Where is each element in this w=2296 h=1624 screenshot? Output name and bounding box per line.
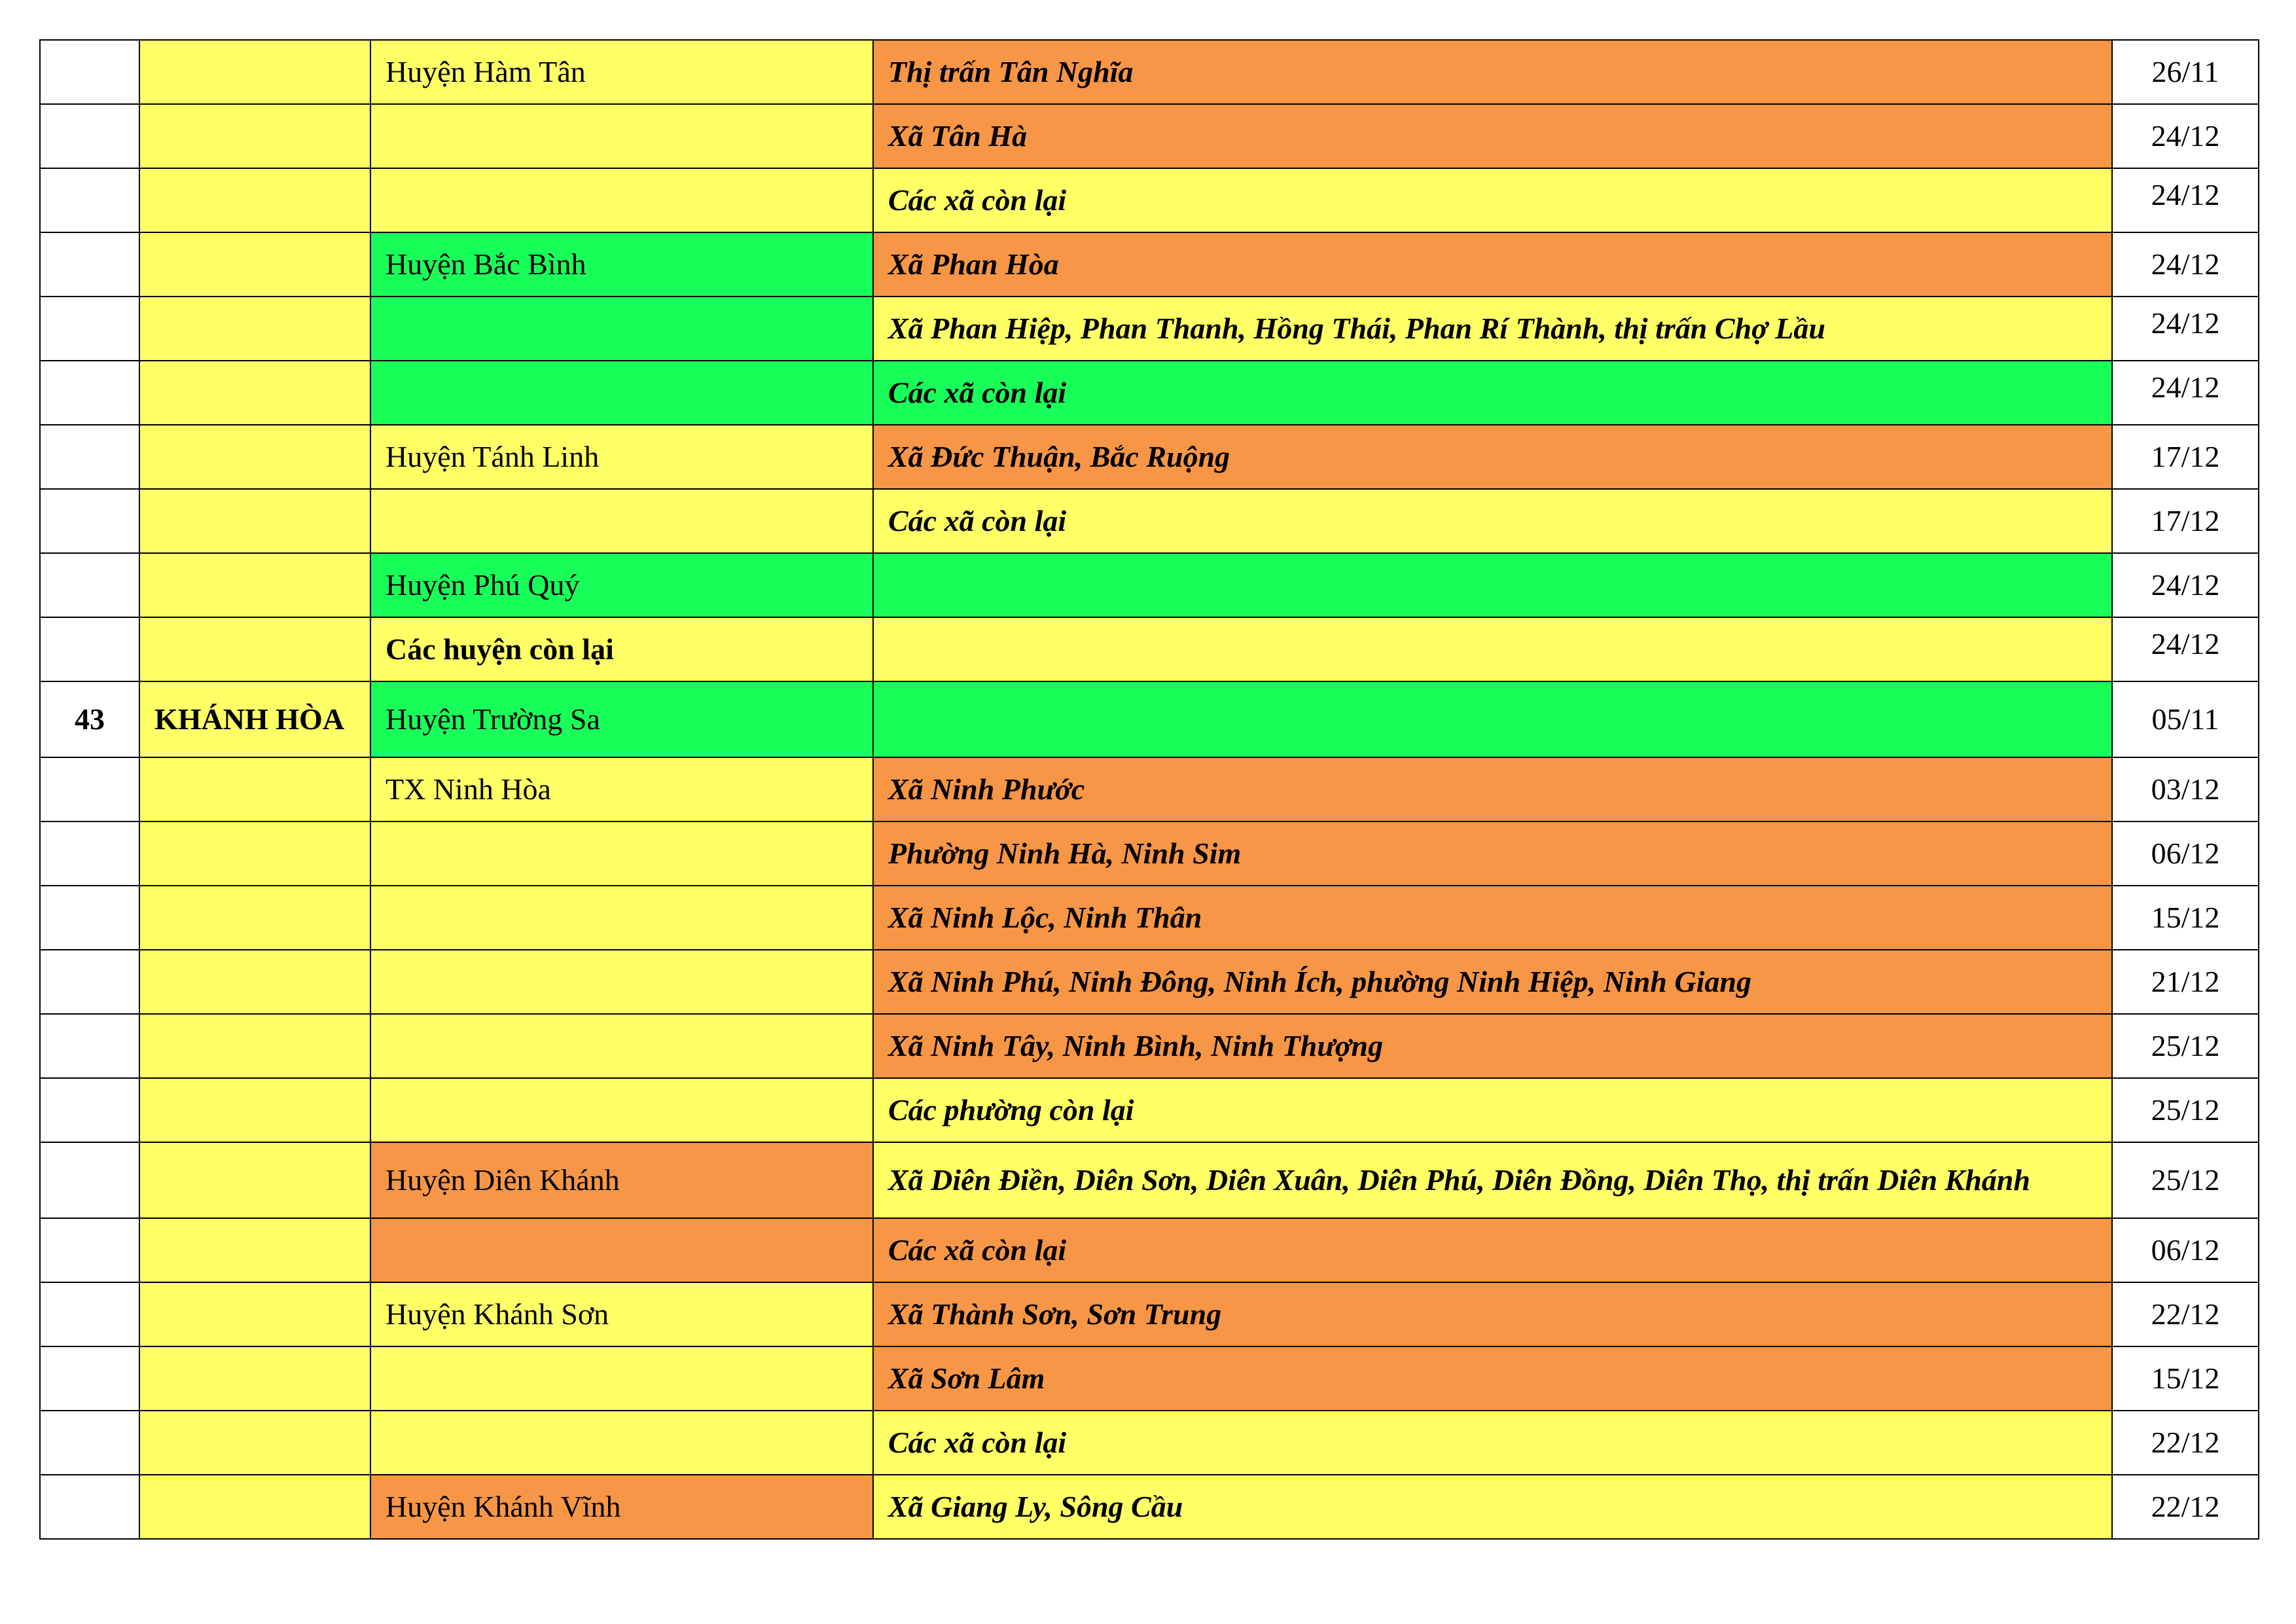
date-cell: 22/12 (2112, 1411, 2259, 1475)
district-cell: Huyện Hàm Tân (370, 40, 873, 104)
district-cell (370, 1411, 873, 1475)
row-number-cell (40, 1218, 139, 1282)
date-cell: 17/12 (2112, 425, 2259, 489)
district-cell (370, 168, 873, 232)
row-number-cell (40, 1411, 139, 1475)
district-cell (370, 1078, 873, 1142)
commune-cell: Các xã còn lại (873, 168, 2112, 232)
row-number-cell (40, 1282, 139, 1346)
table-row (40, 757, 2259, 821)
district-cell (370, 950, 873, 1014)
date-cell: 24/12 (2112, 104, 2259, 168)
commune-cell: Phường Ninh Hà, Ninh Sim (873, 821, 2112, 886)
province-cell (139, 553, 370, 617)
commune-cell: Xã Ninh Phú, Ninh Đông, Ninh Ích, phường Ninh Hiệp, Ninh Giang (873, 950, 2112, 1014)
commune-cell: Xã Giang Ly, Sông Cầu (873, 1475, 2112, 1539)
table-row (40, 950, 2259, 1014)
commune-cell: Xã Ninh Tây, Ninh Bình, Ninh Thượng (873, 1014, 2112, 1078)
province-cell (139, 1014, 370, 1078)
table-row (40, 40, 2259, 104)
row-number-cell (40, 40, 139, 104)
row-number-cell (40, 821, 139, 886)
commune-cell: Xã Sơn Lâm (873, 1346, 2112, 1411)
table-row (40, 1142, 2259, 1218)
date-cell: 25/12 (2112, 1014, 2259, 1078)
district-cell (370, 886, 873, 950)
province-cell (139, 1142, 370, 1218)
table-row (40, 232, 2259, 297)
commune-cell: Xã Đức Thuận, Bắc Ruộng (873, 425, 2112, 489)
schedule-table (39, 39, 2259, 1540)
table-row (40, 104, 2259, 168)
row-number-cell (40, 361, 139, 425)
district-cell: Huyện Khánh Sơn (370, 1282, 873, 1346)
table-row (40, 1014, 2259, 1078)
commune-cell: Xã Ninh Lộc, Ninh Thân (873, 886, 2112, 950)
date-cell: 22/12 (2112, 1475, 2259, 1539)
commune-cell: Các xã còn lại (873, 1218, 2112, 1282)
district-cell (370, 1346, 873, 1411)
table-row (40, 1282, 2259, 1346)
date-cell: 25/12 (2112, 1142, 2259, 1218)
district-cell (370, 104, 873, 168)
table-row (40, 553, 2259, 617)
province-cell (139, 1346, 370, 1411)
table-row (40, 489, 2259, 553)
table-row (40, 297, 2259, 361)
date-cell: 24/12 (2112, 553, 2259, 617)
district-cell: Huyện Trường Sa (370, 681, 873, 757)
province-cell (139, 232, 370, 297)
district-cell (370, 1014, 873, 1078)
province-cell (139, 168, 370, 232)
district-cell: Huyện Khánh Vĩnh (370, 1475, 873, 1539)
row-number-cell (40, 1078, 139, 1142)
province-cell (139, 1475, 370, 1539)
row-number-cell: 43 (40, 681, 139, 757)
district-cell (370, 821, 873, 886)
table-row (40, 168, 2259, 232)
province-cell (139, 1282, 370, 1346)
district-cell: Các huyện còn lại (370, 617, 873, 681)
date-cell: 24/12 (2112, 168, 2259, 232)
commune-cell: Xã Ninh Phước (873, 757, 2112, 821)
row-number-cell (40, 886, 139, 950)
row-number-cell (40, 1142, 139, 1218)
row-number-cell (40, 950, 139, 1014)
district-cell (370, 361, 873, 425)
table-row (40, 821, 2259, 886)
date-cell: 06/12 (2112, 1218, 2259, 1282)
date-cell: 26/11 (2112, 40, 2259, 104)
schedule-table-body (40, 40, 2259, 1539)
row-number-cell (40, 1475, 139, 1539)
commune-cell: Xã Thành Sơn, Sơn Trung (873, 1282, 2112, 1346)
province-cell (139, 297, 370, 361)
row-number-cell (40, 617, 139, 681)
commune-cell: Xã Phan Hòa (873, 232, 2112, 297)
district-cell (370, 1218, 873, 1282)
date-cell: 24/12 (2112, 361, 2259, 425)
province-cell (139, 361, 370, 425)
province-cell (139, 1411, 370, 1475)
district-cell (370, 297, 873, 361)
province-cell (139, 104, 370, 168)
date-cell: 15/12 (2112, 886, 2259, 950)
province-cell (139, 886, 370, 950)
row-number-cell (40, 757, 139, 821)
table-row (40, 886, 2259, 950)
date-cell: 05/11 (2112, 681, 2259, 757)
table-row (40, 1475, 2259, 1539)
date-cell: 22/12 (2112, 1282, 2259, 1346)
date-cell: 24/12 (2112, 297, 2259, 361)
commune-cell: Các xã còn lại (873, 1411, 2112, 1475)
province-cell (139, 489, 370, 553)
commune-cell: Thị trấn Tân Nghĩa (873, 40, 2112, 104)
table-row (40, 1218, 2259, 1282)
province-cell (139, 425, 370, 489)
commune-cell: Xã Diên Điền, Diên Sơn, Diên Xuân, Diên Phú, Diên Đồng, Diên Thọ, thị trấn Diên Khánh (873, 1142, 2112, 1218)
row-number-cell (40, 168, 139, 232)
district-cell: TX Ninh Hòa (370, 757, 873, 821)
province-cell (139, 1218, 370, 1282)
commune-cell: Xã Tân Hà (873, 104, 2112, 168)
commune-cell: Các xã còn lại (873, 361, 2112, 425)
district-cell: Huyện Diên Khánh (370, 1142, 873, 1218)
row-number-cell (40, 1014, 139, 1078)
row-number-cell (40, 104, 139, 168)
commune-cell (873, 553, 2112, 617)
province-cell (139, 1078, 370, 1142)
row-number-cell (40, 1346, 139, 1411)
district-cell: Huyện Tánh Linh (370, 425, 873, 489)
province-cell (139, 40, 370, 104)
commune-cell (873, 617, 2112, 681)
table-row (40, 681, 2259, 757)
district-cell: Huyện Phú Quý (370, 553, 873, 617)
table-row (40, 617, 2259, 681)
province-cell (139, 617, 370, 681)
date-cell: 15/12 (2112, 1346, 2259, 1411)
date-cell: 21/12 (2112, 950, 2259, 1014)
row-number-cell (40, 553, 139, 617)
commune-cell: Các phường còn lại (873, 1078, 2112, 1142)
commune-cell (873, 681, 2112, 757)
table-row (40, 1078, 2259, 1142)
date-cell: 17/12 (2112, 489, 2259, 553)
date-cell: 24/12 (2112, 617, 2259, 681)
date-cell: 24/12 (2112, 232, 2259, 297)
province-cell (139, 821, 370, 886)
commune-cell: Các xã còn lại (873, 489, 2112, 553)
date-cell: 25/12 (2112, 1078, 2259, 1142)
district-cell (370, 489, 873, 553)
province-cell (139, 757, 370, 821)
province-cell: KHÁNH HÒA (139, 681, 370, 757)
table-row (40, 1411, 2259, 1475)
row-number-cell (40, 489, 139, 553)
date-cell: 06/12 (2112, 821, 2259, 886)
table-row (40, 361, 2259, 425)
table-row (40, 1346, 2259, 1411)
row-number-cell (40, 297, 139, 361)
province-cell (139, 950, 370, 1014)
row-number-cell (40, 232, 139, 297)
commune-cell: Xã Phan Hiệp, Phan Thanh, Hồng Thái, Phan Rí Thành, thị trấn Chợ Lầu (873, 297, 2112, 361)
table-row (40, 425, 2259, 489)
district-cell: Huyện Bắc Bình (370, 232, 873, 297)
row-number-cell (40, 425, 139, 489)
date-cell: 03/12 (2112, 757, 2259, 821)
